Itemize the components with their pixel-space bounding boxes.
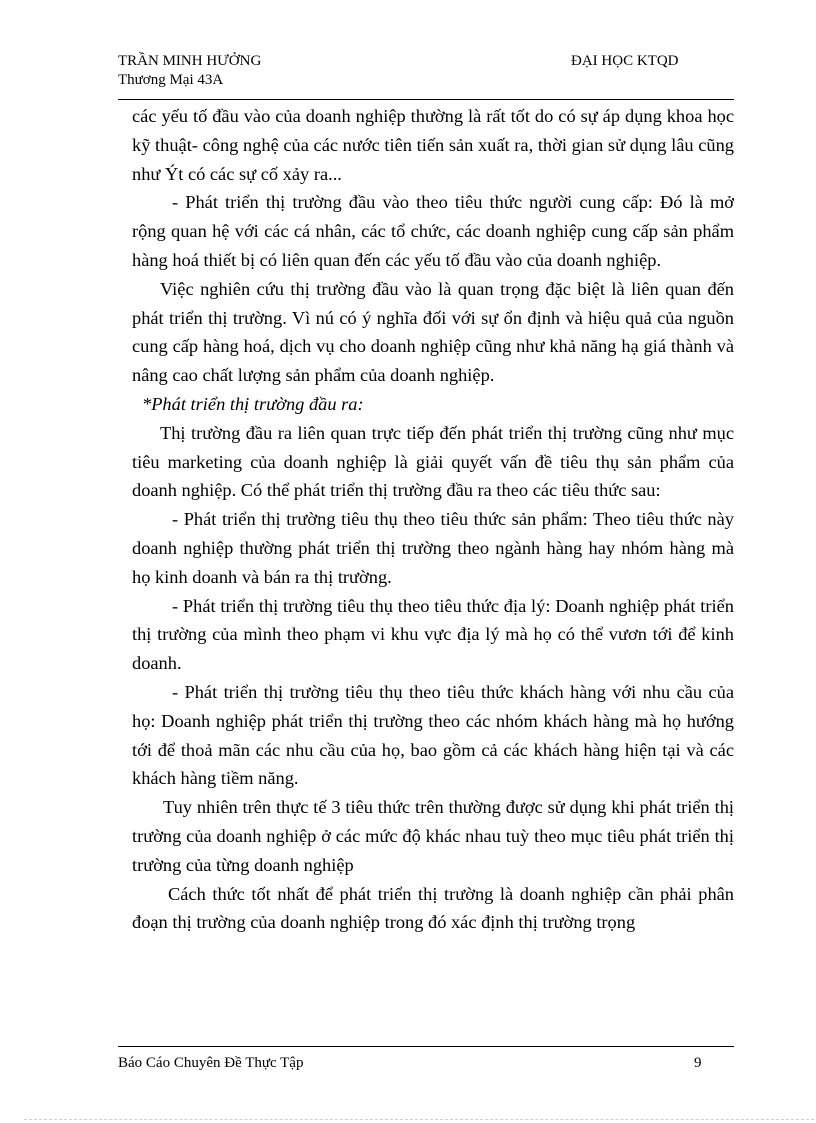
paragraph: các yếu tố đầu vào của doanh nghiệp thường là rất tốt do có sự áp dụng khoa học kỹ thuật- công nghệ của các nước tiên tiến sản xuất ra, thời gian sử dụng lâu cũng như Ýt có các sự cố xảy ra... <box>132 106 734 184</box>
header-author: TRẦN MINH HƯỞNG <box>118 53 262 69</box>
page-header <box>118 52 734 98</box>
paragraph: - Phát triển thị trường tiêu thụ theo tiêu thức sản phẩm: Theo tiêu thức này doanh nghiệp thường phát triển thị trường theo ngành hàng hay nhóm hàng mà họ kinh doanh và bán ra thị trường. <box>132 509 734 587</box>
paragraph: Thị trường đầu ra liên quan trực tiếp đến phát triển thị trường cũng như mục tiêu marketing của doanh nghiệp là giải quyết vấn đề tiêu thụ sản phẩm của doanh nghiệp. Có thể phát triển thị trường đầu ra theo các tiêu thức sau: <box>132 422 734 501</box>
page-body <box>132 102 734 937</box>
page-edge-divider <box>24 1119 814 1120</box>
paragraph: - Phát triển thị trường tiêu thụ theo tiêu thức địa lý: Doanh nghiệp phát triển thị trường của mình theo phạm vi khu vực địa lý mà họ có thể vươn tới để kinh doanh. <box>132 595 734 674</box>
section-heading: *Phát triển thị trường đầu ra: <box>142 393 364 414</box>
paragraph: - Phát triển thị trường đầu vào theo tiêu thức người cung cấp: Đó là mở rộng quan hệ với các cá nhân, các tổ chức, các doanh nghiệp cung cấp sản phẩm hàng hoá thiết bị có liên quan đến các yếu tố đầu vào của doanh nghiệp. <box>132 192 734 270</box>
header-left <box>118 52 261 90</box>
paragraph: Cách thức tốt nhất để phát triển thị trường là doanh nghiệp cần phải phân đoạn thị trường của doanh nghiệp trong đó xác định thị trường trọng <box>132 883 734 933</box>
footer-report-title: Báo Cáo Chuyên Đề Thực Tập <box>118 1055 304 1071</box>
paragraph: Tuy nhiên trên thực tế 3 tiêu thức trên thường được sử dụng khi phát triển thị trường của doanh nghiệp ở các mức độ khác nhau tuỳ theo mục tiêu phát triển thị trường của từng doanh nghiệp <box>132 797 734 875</box>
header-divider <box>118 99 734 100</box>
page-number: 9 <box>694 1055 702 1071</box>
paragraph: Việc nghiên cứu thị trường đầu vào là quan trọng đặc biệt là liên quan đến phát triển thị trường. Vì nú có ý nghĩa đối với sự ổn định và hiệu quả của nguồn cung cấp hàng hoá, dịch vụ cho doanh nghiệp cũng như khả năng hạ giá thành và nâng cao chất lượng sản phẩm của doanh nghiệp. <box>132 278 734 386</box>
header-university: ĐẠI HỌC KTQD <box>571 53 679 69</box>
footer-divider <box>118 1046 734 1047</box>
paragraph: - Phát triển thị trường tiêu thụ theo tiêu thức khách hàng với nhu cầu của họ: Doanh nghiệp phát triển thị trường theo các nhóm khách hàng mà họ hướng tới để thoả mãn các nhu cầu của họ, bao gồm cả các khách hàng hiện tại và các khách hàng tiềm năng. <box>132 681 734 789</box>
header-class: Thương Mại 43A <box>118 72 224 88</box>
